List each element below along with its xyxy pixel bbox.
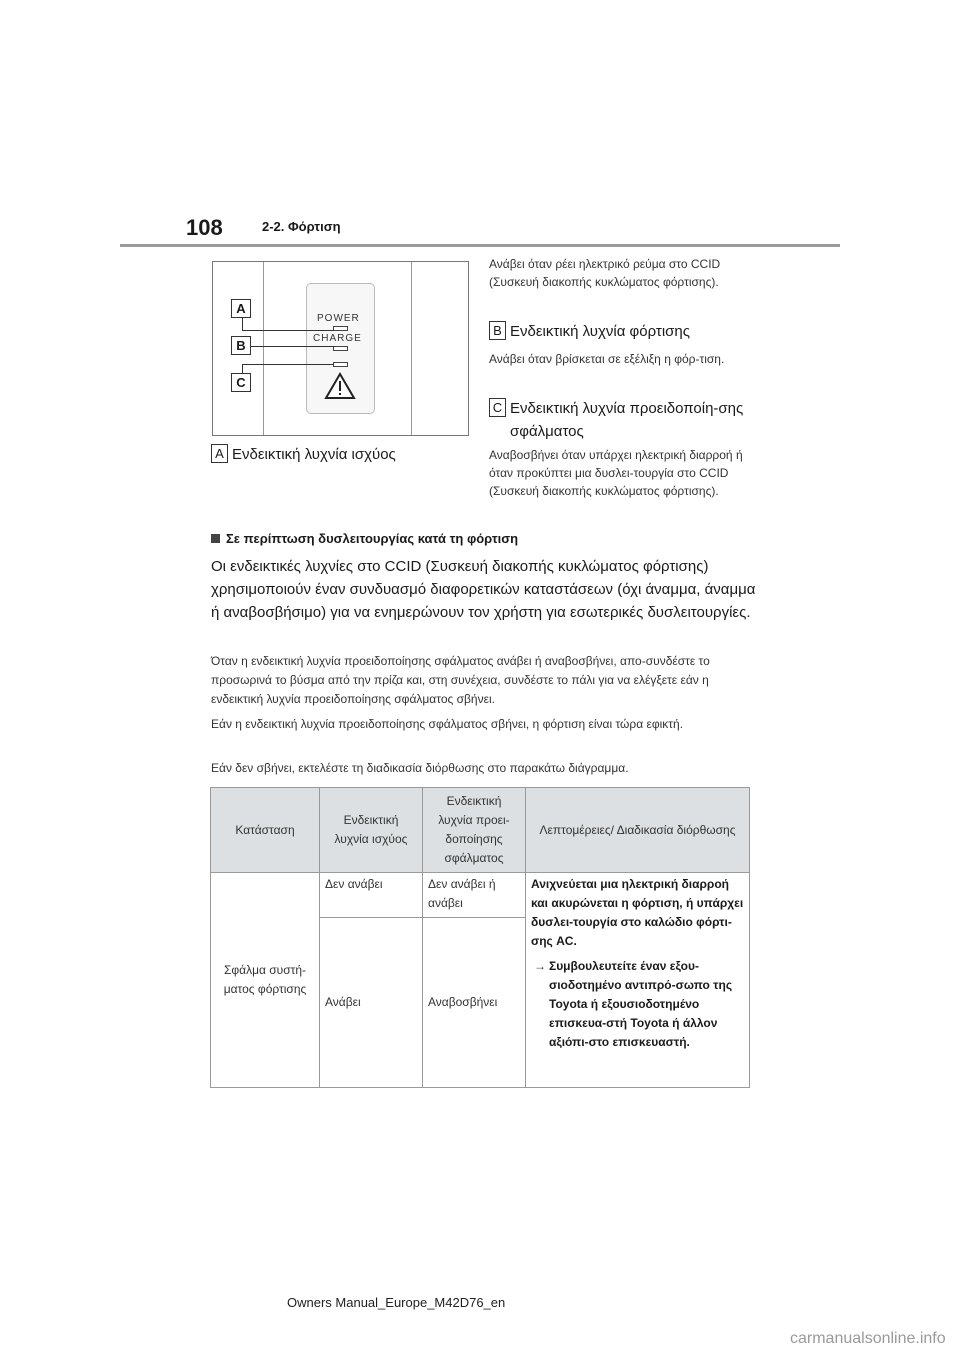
tag-a: A xyxy=(211,444,228,463)
tag-b: B xyxy=(489,321,506,340)
watermark: carmanualsonline.info xyxy=(790,1330,946,1347)
callout-c: C xyxy=(231,373,251,392)
cell-row2-warning: Αναβοσβήνει xyxy=(423,918,526,1088)
cell-row1-warning: Δεν ανάβει ή ανάβει xyxy=(423,873,526,918)
cell-details xyxy=(526,873,750,1088)
leader-a xyxy=(242,330,334,331)
panel-charge-text: CHARGE xyxy=(313,333,362,344)
label-power-lamp xyxy=(211,444,396,463)
charge-lamp xyxy=(333,346,348,351)
power-lamp-description: Ανάβει όταν ρέει ηλεκτρικό ρεύμα στο CCID (Συσκευή διακοπής κυκλώματος φόρτισης). xyxy=(489,257,721,289)
header-details: Λεπτομέρειες/ Διαδικασία διόρθωσης xyxy=(526,788,750,873)
header-power-lamp: Ενδεικτική λυχνία ισχύος xyxy=(320,788,423,873)
cell-status: Σφάλμα συστή-ματος φόρτισης xyxy=(211,873,320,1088)
footer-text: Owners Manual_Europe_M42D76_en xyxy=(287,1295,506,1310)
details-main: Ανιχνεύεται μια ηλεκτρική διαρροή και ακυρώνεται η φόρτιση, ή υπάρχει δυσλει-τουργία στο καλώδιο φόρτι-σης AC. xyxy=(531,877,744,948)
paragraph-3: Εάν η ενδεικτική λυχνία προειδοποίησης σφάλματος σβήνει, η φόρτιση είναι τώρα εφικτή. xyxy=(211,717,684,731)
section-title: 2-2. Φόρτιση xyxy=(262,219,341,234)
arrow-icon: → xyxy=(534,959,546,973)
error-lamp-heading xyxy=(489,397,759,443)
subheading xyxy=(211,531,518,546)
page-number: 108 xyxy=(186,215,223,240)
paragraph-4: Εάν δεν σβήνει, εκτελέστε τη διαδικασία διόρθωσης στο παρακάτω διάγραμμα. xyxy=(211,761,629,775)
power-lamp xyxy=(333,326,348,331)
panel-power-text: POWER xyxy=(317,313,360,324)
error-lamp-title: Ενδεικτική λυχνία προειδοποίη-σης σφάλματος xyxy=(510,400,744,440)
cell-row2-power: Ανάβει xyxy=(320,918,423,1088)
label-a-text: Ενδεικτική λυχνία ισχύος xyxy=(232,446,396,463)
tag-c: C xyxy=(489,398,506,417)
leader-a-v xyxy=(242,318,243,330)
table-header-row xyxy=(211,788,750,873)
cable-line-right xyxy=(411,262,412,435)
table-row xyxy=(211,873,750,918)
charge-lamp-heading xyxy=(489,320,759,343)
intro-paragraph: Οι ενδεικτικές λυχνίες στο CCID (Συσκευή διακοπής κυκλώματος φόρτισης) χρησιμοποιούν έναν συνδυασμό διαφορετικών καταστάσεων (όχι άναμμα, άναμμα ή αναβοσβήσιμο) για να ενημερώνουν τον χρήστη για εσωτερικές δυσλειτουργίες. xyxy=(211,558,756,621)
error-lamp xyxy=(333,362,348,367)
callout-b: B xyxy=(231,336,251,355)
leader-c xyxy=(242,364,334,365)
troubleshooting-table xyxy=(210,787,750,1088)
leader-b xyxy=(251,346,334,347)
subheading-text: Σε περίπτωση δυσλειτουργίας κατά τη φόρτιση xyxy=(226,531,519,546)
details-action: Συμβουλευτείτε έναν εξου-σιοδοτημένο αντιπρό-σωπο της Toyota ή εξουσιοδοτημένο επισκευα-στή Toyota ή άλλον αξιόπι-στο επισκευαστή. xyxy=(549,959,733,1049)
cell-row1-power: Δεν ανάβει xyxy=(320,873,423,918)
callout-a: A xyxy=(231,299,251,318)
warning-triangle-icon xyxy=(324,372,356,400)
paragraph-2: Όταν η ενδεικτική λυχνία προειδοποίησης σφάλματος ανάβει ή αναβοσβήνει, απο-συνδέστε το προσωρινά το βύσμα από την πρίζα και, στη συνέχεια, συνδέστε το πάλι για να ελέγξετε εάν η ενδεικτική λυχνία προειδοποίησης σφάλματος σβήνει. xyxy=(211,654,710,706)
cable-line-left xyxy=(263,262,264,435)
header-status: Κατάσταση xyxy=(211,788,320,873)
details-action-block xyxy=(531,957,744,1052)
ccid-panel xyxy=(306,283,375,414)
error-lamp-description: Αναβοσβήνει όταν υπάρχει ηλεκτρική διαρροή ή όταν προκύπτει μια δυσλει-τουργία στο CCID (Συσκευή διακοπής κυκλώματος φόρτισης). xyxy=(489,448,743,498)
header-warning-lamp: Ενδεικτική λυχνία προει-δοποίησης σφάλματος xyxy=(423,788,526,873)
charge-lamp-title: Ενδεικτική λυχνία φόρτισης xyxy=(510,323,691,340)
bullet-square-icon xyxy=(211,534,220,543)
charge-lamp-description: Ανάβει όταν βρίσκεται σε εξέλιξη η φόρ-τιση. xyxy=(489,352,725,366)
header-rule xyxy=(120,244,840,247)
ccid-figure xyxy=(212,261,469,436)
leader-c-v xyxy=(242,364,243,373)
